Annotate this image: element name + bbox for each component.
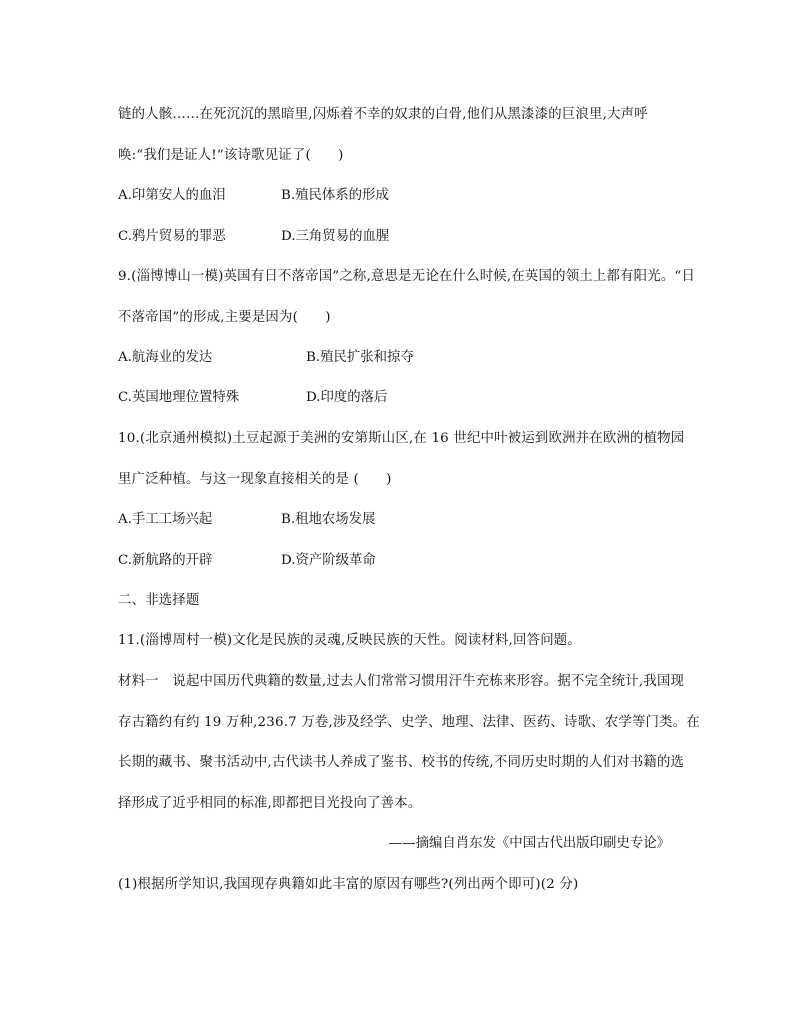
q10-option-d: D.资产阶级革命 [281,553,376,568]
q11-stem: 11.(淄博周村一模)文化是民族的灵魂,反映民族的天性。阅读材料,回答问题。 [118,633,581,648]
q8-option-a: A.印第安人的血泪 [118,188,226,203]
q8-text-line-1: 链的人骸……在死沉沉的黑暗里,闪烁着不幸的奴隶的白骨,他们从黑漆漆的巨浪里,大声呼 [118,107,648,122]
q9-text-line-1: 9.(淄博博山一模)英国有日不落帝国”之称,意思是无论在什么时候,在英国的领土上都有阳光。“日 [118,269,696,284]
q9-option-c: C.英国地理位置特殊 [118,390,240,405]
q8-option-c: C.鸦片贸易的罪恶 [118,229,226,244]
q11-material-line-4: 择形成了近乎相同的标准,即都把目光投向了善本。 [118,796,422,811]
q8-option-b: B.殖民体系的形成 [281,188,389,203]
q11-material-line-1: 材料一 说起中国历代典籍的数量,过去人们常常习惯用汗牛充栋来形容。据不完全统计,我国现 [118,674,685,689]
q9-option-b: B.殖民扩张和掠夺 [306,350,414,365]
q10-option-c: C.新航路的开辟 [118,553,213,568]
q10-option-b: B.租地农场发展 [281,512,376,527]
q11-material-line-3: 长期的藏书、聚书活动中,古代读书人养成了鉴书、校书的传统,不同历史时期的人们对书籍的选 [118,755,685,770]
q8-text-line-2: 唤:“我们是证人!”该诗歌见证了( ) [118,148,344,163]
q10-text-line-2: 里广泛种植。与这一现象直接相关的是 ( ) [118,472,392,487]
q11-material-line-2: 存古籍约有约 19 万种,236.7 万卷,涉及经学、史学、地理、法律、医药、诗歌、农学等门类。在 [118,715,700,730]
q9-option-d: D.印度的落后 [306,390,388,405]
q8-option-d: D.三角贸易的血腥 [281,229,390,244]
q11-source-citation: ——摘编自肖东发《中国古代出版印刷史专论》 [388,836,670,851]
q10-option-a: A.手工工场兴起 [118,512,213,527]
section-title: 二、非选择题 [118,593,200,608]
q9-option-a: A.航海业的发达 [118,350,213,365]
q10-text-line-1: 10.(北京通州模拟)土豆起源于美洲的安第斯山区,在 16 世纪中叶被运到欧洲并在欧洲的植物园 [118,431,685,446]
q9-text-line-2: 不落帝国”的形成,主要是因为( ) [118,310,331,325]
q11-subquestion-1: (1)根据所学知识,我国现存典籍如此丰富的原因有哪些?(列出两个即可)(2 分) [118,877,579,892]
